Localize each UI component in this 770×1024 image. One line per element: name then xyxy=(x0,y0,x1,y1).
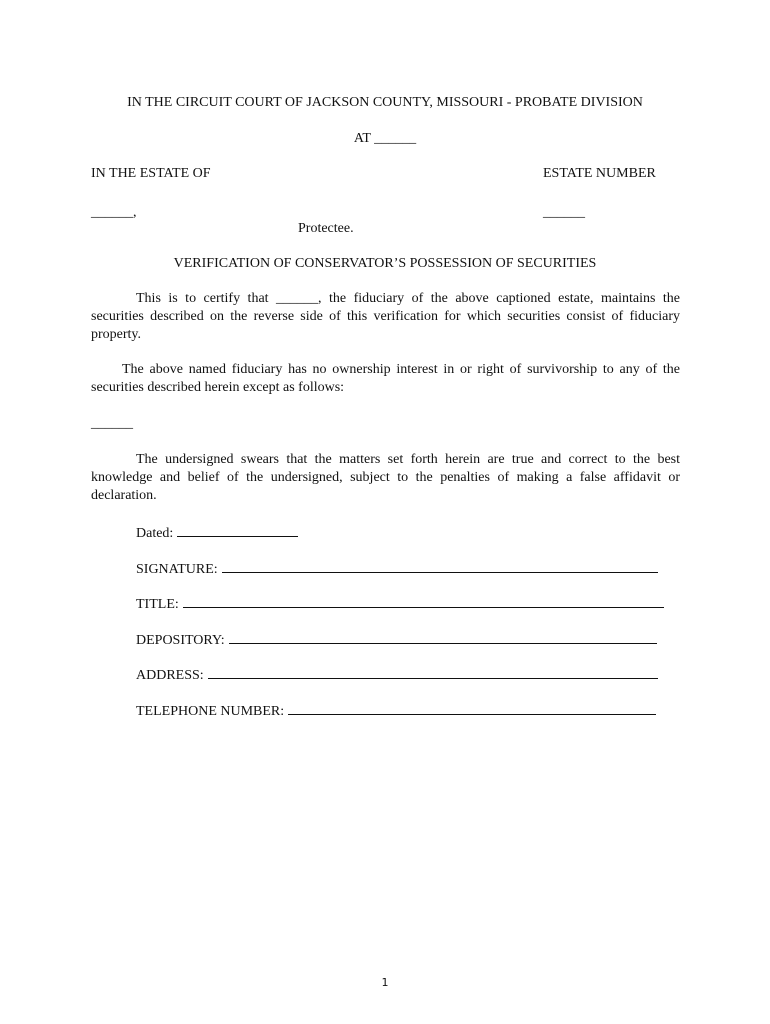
title-label: TITLE: xyxy=(136,597,179,612)
signature-label: SIGNATURE: xyxy=(136,562,218,577)
dated-field[interactable] xyxy=(136,522,676,543)
telephone-line[interactable] xyxy=(288,700,656,715)
address-label: ADDRESS: xyxy=(136,668,204,683)
address-field[interactable] xyxy=(136,664,676,685)
title-line[interactable] xyxy=(183,593,664,608)
title-field[interactable] xyxy=(136,593,676,614)
estate-number-blank: ______ xyxy=(543,205,585,220)
dated-line[interactable] xyxy=(177,522,298,537)
estate-name-blank: ______, xyxy=(91,205,137,220)
certification-paragraph: This is to certify that ______, the fiduciary of the above captioned estate, maintains the securities described on the reverse side of this verification for which securities consist of fiduciary property. xyxy=(91,291,680,342)
telephone-label: TELEPHONE NUMBER: xyxy=(136,704,285,719)
estate-of-label: IN THE ESTATE OF xyxy=(91,166,211,181)
oath-paragraph: The undersigned swears that the matters set forth herein are true and correct to the best knowledge and belief of the undersigned, subject to the penalties of making a false affidavit or declaration. xyxy=(91,452,680,503)
depository-field[interactable] xyxy=(136,629,676,650)
telephone-field[interactable] xyxy=(136,700,676,721)
court-heading: IN THE CIRCUIT COURT OF JACKSON COUNTY, MISSOURI - PROBATE DIVISION xyxy=(127,95,643,110)
estate-number-label: ESTATE NUMBER xyxy=(543,166,656,181)
exceptions-blank: ______ xyxy=(91,416,133,431)
signature-field[interactable] xyxy=(136,558,676,579)
depository-line[interactable] xyxy=(229,629,657,644)
court-location-line: AT ______ xyxy=(353,131,417,146)
depository-label: DEPOSITORY: xyxy=(136,633,225,648)
signature-line[interactable] xyxy=(222,558,658,573)
address-line[interactable] xyxy=(208,664,658,679)
page-number: 1 xyxy=(381,976,389,989)
protectee-label: Protectee. xyxy=(298,221,354,236)
document-title: VERIFICATION OF CONSERVATOR’S POSSESSION OF SECURITIES xyxy=(173,256,597,271)
ownership-paragraph: The above named fiduciary has no ownership interest in or right of survivorship to any of the securities described herein except as follows: xyxy=(91,362,680,395)
dated-label: Dated: xyxy=(136,526,174,541)
